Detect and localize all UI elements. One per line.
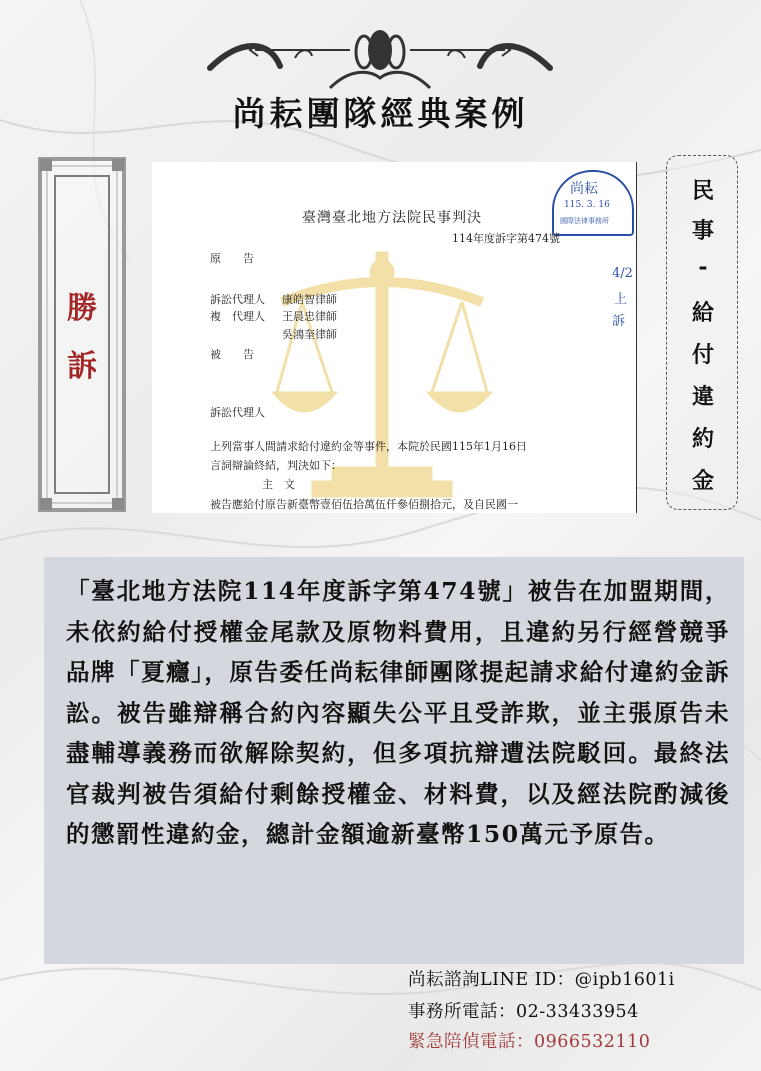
court-title: 臺灣臺北地方法院民事判決 (302, 210, 482, 226)
category-char: 民 (691, 178, 714, 204)
handwriting-1: 4/2 (612, 266, 633, 281)
judgment-document-image (152, 162, 637, 513)
main-heading: 主 文 (262, 478, 295, 491)
handwriting-2: 上 (614, 292, 628, 307)
case-summary-text: 「臺北地方法院114年度訴字第474號」被告在加盟期間，未依約給付授權金尾款及原物料費用，且違約另行經營競爭品牌「夏癮」，原告委任尚耘律師團隊提起請求給付違約金訴訟。被告雖辯稱合約內容顯失公平且受詐欺，並主張原告未盡輔導義務而欲解除契約，但多項抗辯遭法院駁回。最終法官裁判被告須給付剩餘授權金、材料費，以及經法院酌減後的懲罰性違約金，總計金額逾新臺幣150萬元予原告。 (66, 577, 730, 848)
category-char: 約 (691, 426, 714, 452)
category-char: 給 (691, 300, 714, 326)
law-firm-stamp: 尚耘 115. 3. 16 國際法律事務所 (552, 170, 634, 236)
main-line: 被告應給付原告新臺幣壹佰伍拾萬伍仟參佰捌拾元，及自民國一 (210, 498, 518, 511)
agent-name-3: 吳鴻奎律師 (282, 328, 337, 341)
win-badge-panel (38, 157, 126, 512)
agent-name-2: 王晨忠律師 (282, 310, 337, 323)
line-contact: 尚耘諮詢LINE ID：@ipb1601i (408, 970, 675, 990)
case-number: 114年度訴字第474號 (452, 232, 560, 245)
handwriting-3: 訴 (612, 314, 626, 329)
category-char: 金 (691, 468, 714, 494)
case-summary-box (44, 557, 744, 964)
agent-name-1: 康皓智律師 (282, 293, 337, 306)
agent-role-1: 訴訟代理人 (210, 293, 265, 306)
win-char-1: 勝 (67, 291, 97, 326)
category-char: 事 (691, 218, 714, 244)
defendant-label: 被 告 (210, 348, 254, 361)
defendant-agent-label: 訴訟代理人 (210, 406, 265, 419)
category-char: 付 (691, 342, 714, 368)
body-line-2: 言詞辯論終結，判決如下： (210, 459, 342, 472)
win-char-2: 訴 (67, 349, 97, 384)
office-phone: 事務所電話：02-33433954 (408, 1002, 639, 1022)
body-line-1: 上列當事人間請求給付違約金等事件，本院於民國115年1月16日 (210, 440, 527, 453)
category-char: 違 (691, 384, 714, 410)
case-category-panel (666, 155, 738, 510)
agent-role-2: 複 代理人 (210, 310, 265, 323)
category-char: - (698, 254, 708, 280)
page-title: 尚耘團隊經典案例 (232, 94, 529, 133)
emergency-phone: 緊急陪偵電話：0966532110 (408, 1032, 651, 1052)
plaintiff-label: 原 告 (210, 252, 254, 265)
